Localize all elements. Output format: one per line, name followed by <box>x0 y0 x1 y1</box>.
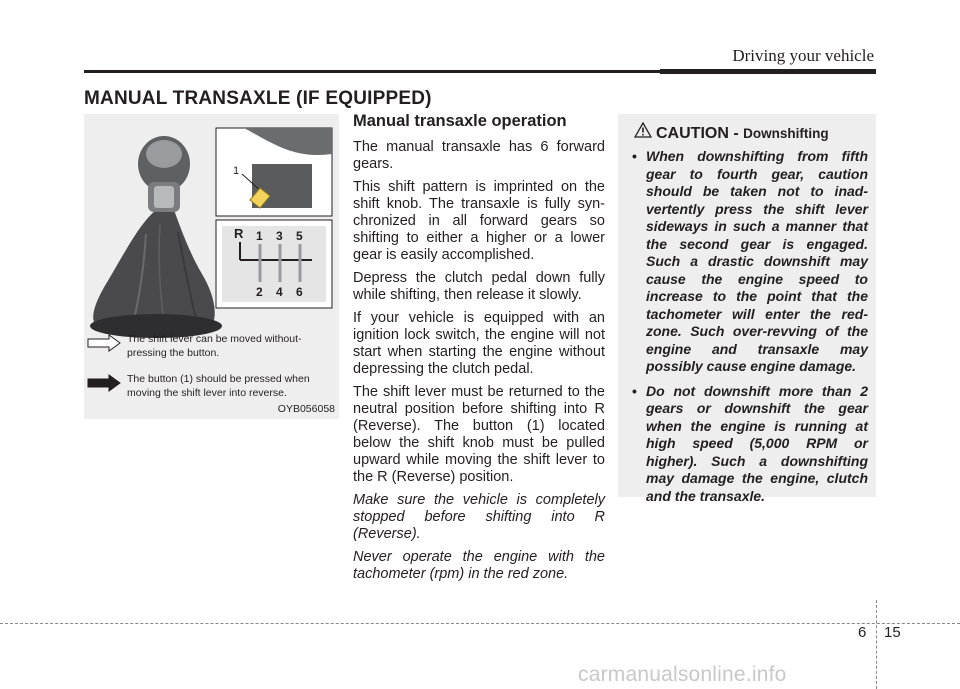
operation-section <box>353 112 605 589</box>
section-title: MANUAL TRANSAXLE (IF EQUIPPED) <box>84 88 432 109</box>
italic-note: Never operate the engine with the tachometer (rpm) in the red zone. <box>353 549 605 582</box>
shift-pattern-gear: 3 <box>276 229 283 243</box>
caution-item <box>624 148 868 376</box>
operation-heading: Manual transaxle operation <box>353 112 567 130</box>
caution-box <box>618 114 876 504</box>
chapter-number: 6 <box>858 624 867 641</box>
caution-subtitle: Downshifting <box>743 126 829 141</box>
caution-item-text: Do not downshift more than 2 gears or downshift the gear when the engine is running at high speed (5,000 RPM or higher). Such a downshifting may damage the engine, clutch and the transaxle. <box>646 382 868 504</box>
footer-divider <box>876 600 877 689</box>
callout-label: 1 <box>233 165 240 177</box>
chapter-title: Driving your vehicle <box>732 46 874 65</box>
figure-code: OYB056058 <box>277 403 335 415</box>
shift-lever-figure <box>84 114 339 419</box>
shift-pattern-gear: 4 <box>276 285 283 299</box>
caution-item <box>624 383 868 506</box>
body-paragraph: This shift pattern is imprinted on the shift knob. The transaxle is fully syn-chronized in all forward gears so shifting to either a higher or a lower gear is easily accomplished. <box>353 179 605 263</box>
caution-title <box>634 122 829 143</box>
body-paragraph: Depress the clutch pedal down fully while shifting, then release it slowly. <box>353 270 605 303</box>
bullet: • <box>632 148 637 164</box>
watermark: carmanualsonline.info <box>578 663 787 686</box>
bullet: • <box>632 382 637 399</box>
header-rule-accent <box>660 69 876 74</box>
body-paragraph: The manual transaxle has 6 forward gears. <box>353 139 605 172</box>
shift-pattern-gear: 6 <box>296 285 303 299</box>
body-paragraph: The shift lever must be returned to the neutral position before shifting into R (Reverse). The button (1) located below the shift knob must be pulled upward while moving the shift lever to the R (Reverse) position. <box>353 384 605 485</box>
shift-pattern-reverse: R <box>234 226 244 241</box>
page-number: 15 <box>884 624 901 641</box>
body-paragraph: If your vehicle is equipped with an ignition lock switch, the engine will not start when starting the engine without depressing the clutch pedal. <box>353 310 605 377</box>
legend-text: The shift lever can be moved without-pressing the button. <box>127 333 302 359</box>
shift-pattern-gear: 1 <box>256 229 263 243</box>
caution-item-text: When downshifting from fifth gear to fourth gear, caution should be taken not to inad-vertently press the shift lever sideways in such a manner that the second gear is engaged. Such a drastic downshift may cause the engine speed to increase to the point that the tachometer will enter the red-zone. Such over-revving of the engine and transaxle may possibly cause engine damage. <box>646 148 868 374</box>
caution-list <box>624 148 868 512</box>
legend-text: The button (1) should be pressed when moving the shift lever into reverse. <box>127 373 310 399</box>
footer-rule <box>0 623 960 624</box>
outline-arrow-icon <box>87 334 121 352</box>
caution-label: CAUTION - <box>656 125 744 142</box>
warning-triangle-icon <box>634 122 656 143</box>
italic-note: Make sure the vehicle is completely stopped before shifting into R (Reverse). <box>353 492 605 542</box>
filled-arrow-icon <box>87 374 121 392</box>
shift-pattern-gear: 2 <box>256 285 263 299</box>
shift-pattern-gear: 5 <box>296 229 303 243</box>
